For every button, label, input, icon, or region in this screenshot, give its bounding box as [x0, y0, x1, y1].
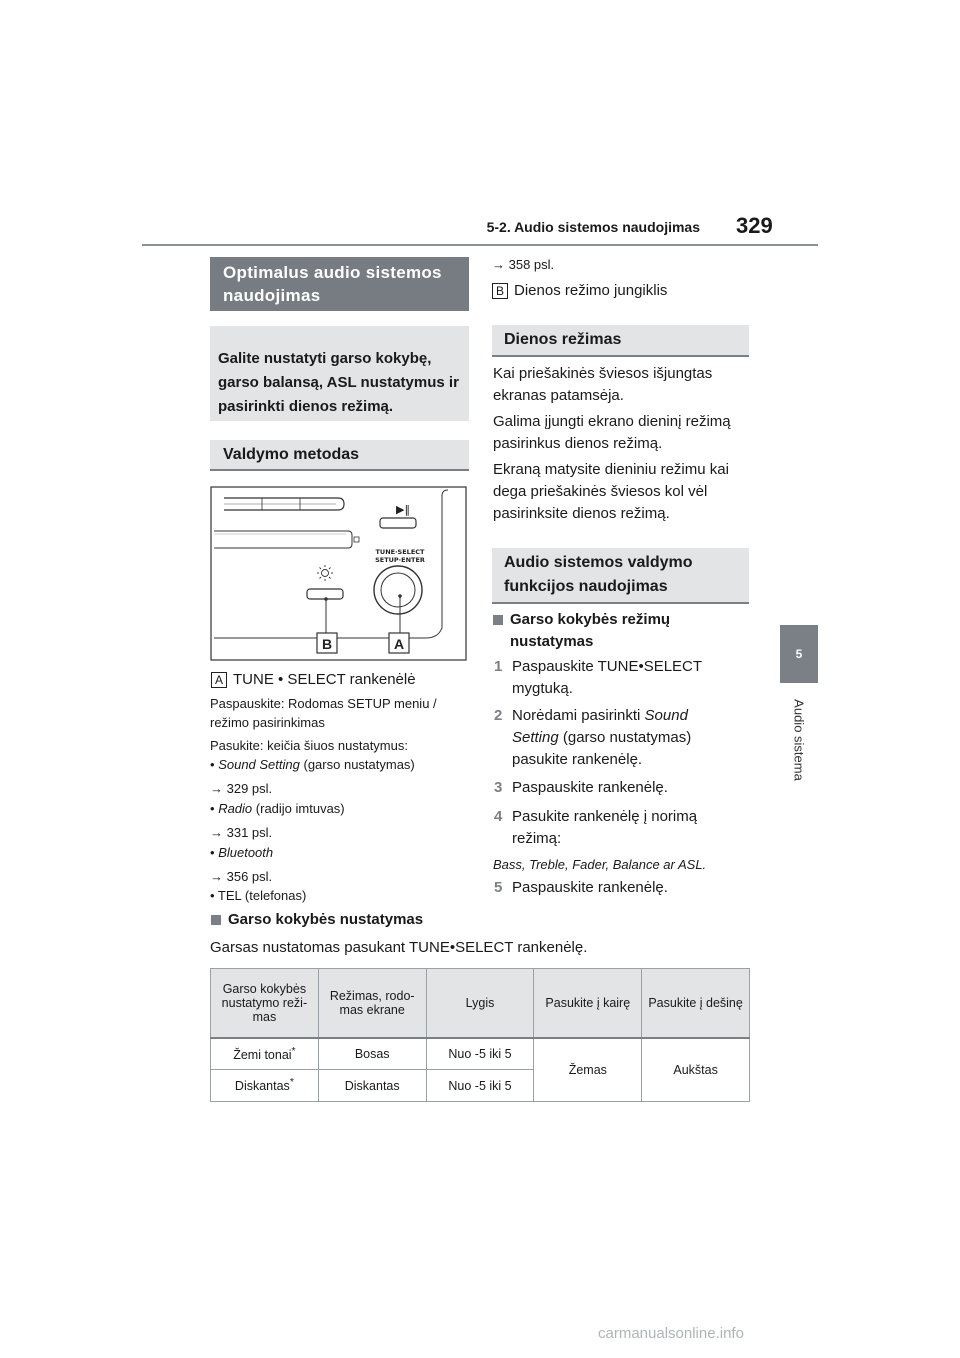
page-number: 329: [736, 213, 773, 238]
intro-box: [210, 326, 469, 421]
subheading-method: Valdymo metodas: [210, 440, 469, 471]
intro-text: Galite nustatyti garso kokybę, garso balansą, ASL nustatymus ir pasirinkti dienos režimą.: [218, 350, 459, 415]
press-text: Paspauskite: Rodomas SETUP meniu / režimo pasirinkimas: [210, 696, 437, 730]
table-cell: Žemi tonai*: [211, 1038, 319, 1070]
table-cell: Nuo -5 iki 5: [426, 1070, 534, 1102]
table-cell: Žemas: [534, 1038, 642, 1102]
sound-quality-table: [210, 968, 750, 1102]
table-header: Pasukite į dešinę: [642, 969, 750, 1038]
table-header-row: [211, 969, 750, 1038]
table-cell: Nuo -5 iki 5: [426, 1038, 534, 1070]
step-4: 4 Pasukite rankenėlę į norimą režimą:: [494, 808, 698, 847]
step-2: 2 Norėdami pasirinkti Sound Setting (garso nustatymas) pasukite rankenėlę.: [494, 707, 692, 768]
table-header: Garso kokybės nustatymo reži- mas: [211, 969, 319, 1038]
sound-modes-heading: Garso kokybės režimų nustatymas: [493, 609, 748, 653]
ref-329: → 329 psl.: [210, 781, 273, 796]
b-description: [492, 280, 752, 302]
a-description: [211, 669, 471, 691]
control-panel-drawing: [210, 486, 467, 661]
step-3: 3 Paspauskite rankenėlę.: [494, 779, 668, 796]
day-paragraph-1: Kai priešakinės šviesos išjungtas ekranas patamsėja.: [493, 365, 713, 404]
table-header: Režimas, rodo- mas ekrane: [318, 969, 426, 1038]
day-paragraph-2: Galima įjungti ekrano dieninį režimą pasirinkus dienos režimą.: [493, 413, 731, 452]
quality-text: Garsas nustatomas pasukant TUNE•SELECT rankenėlę.: [210, 939, 588, 956]
label-a: A: [211, 672, 227, 688]
quality-heading: Garso kokybės nustatymas: [211, 911, 423, 928]
chapter-tab: 5: [780, 625, 818, 683]
a-text: TUNE • SELECT rankenėlė: [233, 671, 416, 688]
subheading-day-mode: Dienos režimas: [492, 325, 749, 357]
svg-text:SETUP·ENTER: SETUP·ENTER: [375, 556, 425, 564]
callout-a: A: [393, 636, 405, 652]
callout-b: B: [321, 636, 333, 652]
section-title: 5-2. Audio sistemos naudojimas: [486, 219, 700, 235]
ref-356: → 356 psl.: [210, 869, 273, 884]
ref-331: → 331 psl.: [210, 825, 273, 840]
ref-358: → 358 psl.: [492, 257, 555, 272]
table-cell: Aukštas: [642, 1038, 750, 1102]
table-cell: Diskantas*: [211, 1070, 319, 1102]
table-header: Lygis: [426, 969, 534, 1038]
play-pause-icon: ▶‖: [396, 503, 410, 516]
subheading-functions: Audio sistemos valdymo funkcijos naudojimas: [492, 548, 749, 604]
modes-list: Bass, Treble, Fader, Balance ar ASL.: [493, 857, 707, 872]
table-cell: Diskantas: [318, 1070, 426, 1102]
step-1: 1 Paspauskite TUNE•SELECT mygtuką.: [494, 658, 702, 697]
svg-text:TUNE·SELECT: TUNE·SELECT: [375, 548, 425, 556]
table-row: [211, 1038, 750, 1070]
b-text: Dienos režimo jungiklis: [514, 282, 668, 299]
square-bullet-icon: [493, 615, 503, 625]
item-bluetooth: • Bluetooth: [210, 845, 274, 860]
item-sound: • Sound Setting (garso nustatymas): [210, 757, 415, 772]
step-5: 5 Paspauskite rankenėlę.: [494, 879, 668, 896]
item-radio: • Radio (radijo imtuvas): [210, 801, 345, 816]
header-rule: [142, 244, 818, 246]
item-tel: • TEL (telefonas): [210, 888, 307, 903]
label-b: B: [492, 283, 508, 299]
table-cell: Bosas: [318, 1038, 426, 1070]
square-bullet-icon: [211, 915, 221, 925]
table-header: Pasukite į kairę: [534, 969, 642, 1038]
chapter-label-text: Audio sistema: [791, 699, 807, 781]
chapter-label: [776, 690, 822, 790]
day-paragraph-3: Ekraną matysite dieniniu režimu kai dega priešakinės šviesos kol vėl pasirinksite dienos režimą.: [493, 461, 729, 522]
control-panel-figure: [210, 486, 467, 661]
turn-text: Pasukite: keičia šiuos nustatymus:: [210, 738, 408, 753]
watermark: carmanualsonline.info: [598, 1325, 744, 1342]
section-heading-optimal: Optimalus audio sistemos naudojimas: [210, 257, 469, 311]
